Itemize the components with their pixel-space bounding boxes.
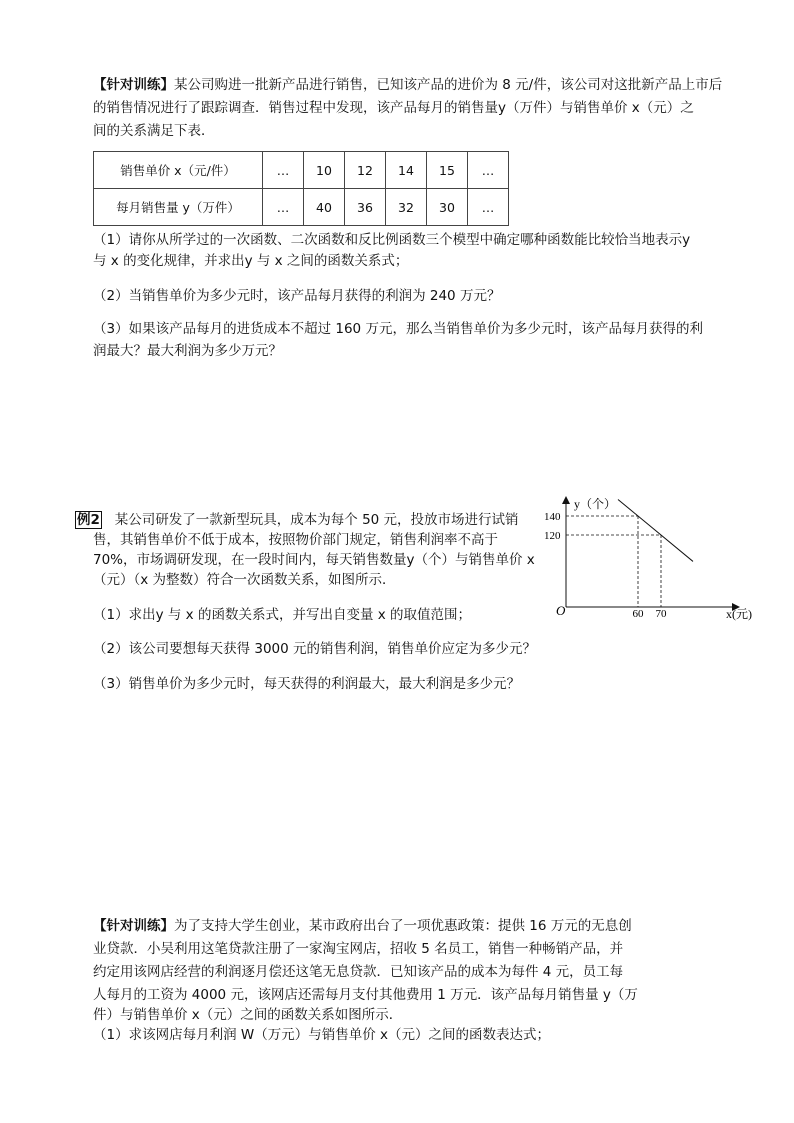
section1-q2: （2）当销售单价为多少元时，该产品每月获得的利润为 240 万元？ (93, 288, 501, 304)
example2-line-3: 70%，市场调研发现，在一段时间内，每天销售数量y（个）与销售单价 x (93, 552, 535, 568)
series-line (618, 499, 693, 561)
table-cell: … (468, 152, 509, 189)
table-cell: 15 (427, 152, 468, 189)
example2-q3: （3）销售单价为多少元时，每天获得的利润最大，最大利润是多少元？ (93, 676, 521, 692)
section3-line-6: （1）求该网店每月利润 W（万元）与销售单价 x（元）之间的函数表达式； (93, 1027, 551, 1043)
section1-q3-line-1: （3）如果该产品每月的进货成本不超过 160 万元，那么当销售单价为多少元时，该产品每月获得的利 (93, 321, 703, 337)
table-row (94, 189, 509, 226)
section1-line-3: 间的关系满足下表． (93, 123, 215, 139)
x-tick-label-70: 70 (655, 608, 667, 620)
table-row-label: 销售单价 x（元/件） (94, 152, 263, 189)
section1-q3-line-2: 润最大？最大利润为多少万元？ (93, 343, 282, 359)
x-axis-label: x(元) (726, 607, 752, 621)
section3-line-4: 人每月的工资为 4000 元，该网店还需每月支付其他费用 1 万元．该产品每月销售量 y（万 (93, 987, 638, 1003)
table-cell: 32 (386, 189, 427, 226)
section1-line-2: 的销售情况进行了跟踪调查．销售过程中发现，该产品每月的销售量y（万件）与销售单价 x（元）之 (93, 100, 694, 116)
example2-line-2: 售，其销售单价不低于成本，按照物价部门规定，销售利润率不高于 (93, 532, 498, 548)
section1-line-1: 【针对训练】某公司购进一批新产品进行销售，已知该产品的进价为 8 元/件，该公司对这批新产品上市后 (93, 77, 723, 93)
table-row-label: 每月销售量 y（万件） (94, 189, 263, 226)
example2-tag: 例2 (77, 512, 100, 528)
table-cell: … (468, 189, 509, 226)
example2-q2: （2）该公司要想每天获得 3000 元的销售利润，销售单价应定为多少元？ (93, 641, 537, 657)
section3-line-5: 件）与销售单价 x（元）之间的函数关系如图所示． (93, 1007, 403, 1023)
table-cell: 36 (345, 189, 386, 226)
table-cell: 40 (304, 189, 345, 226)
section3-line-2: 业贷款．小吴利用这笔贷款注册了一家淘宝网店，招收 5 名员工，销售一种畅销产品，并 (93, 941, 624, 957)
table-cell: 14 (386, 152, 427, 189)
y-tick-label-120: 120 (544, 530, 561, 542)
section3-line-1: 【针对训练】为了支持大学生创业，某市政府出台了一项优惠政策：提供 16 万元的无息创 (93, 918, 632, 934)
x-tick-label-60: 60 (632, 608, 644, 620)
table-cell: 30 (427, 189, 468, 226)
section1-tag: 【针对训练】 (93, 77, 174, 93)
section1-q1-line-1: （1）请你从所学过的一次函数、二次函数和反比例函数三个模型中确定哪种函数能比较恰当地表示y (93, 232, 691, 248)
y-axis-label: y（个） (574, 497, 617, 511)
y-tick-label-140: 140 (544, 511, 561, 523)
table-row (94, 152, 509, 189)
section1-q1-line-2: 与 x 的变化规律，并求出y 与 x 之间的函数关系式； (93, 253, 409, 269)
table-cell: … (263, 152, 304, 189)
table-cell: 12 (345, 152, 386, 189)
example2-line-1: 例2 某公司研发了一款新型玩具，成本为每个 50 元，投放市场进行试销 (77, 512, 519, 528)
table-cell: … (263, 189, 304, 226)
origin-label: O (556, 603, 566, 618)
table-cell: 10 (304, 152, 345, 189)
example2-line-4: （元）（x 为整数）符合一次函数关系，如图所示． (93, 572, 396, 588)
section3-line-3: 约定用该网店经营的利润逐月偿还这笔无息贷款．已知该产品的成本为每件 4 元，员工每 (93, 964, 624, 980)
price-sales-table (93, 151, 509, 226)
section3-tag: 【针对训练】 (93, 918, 174, 934)
sales-graph (540, 490, 770, 630)
example2-q1: （1）求出y 与 x 的函数关系式，并写出自变量 x 的取值范围； (93, 607, 472, 623)
